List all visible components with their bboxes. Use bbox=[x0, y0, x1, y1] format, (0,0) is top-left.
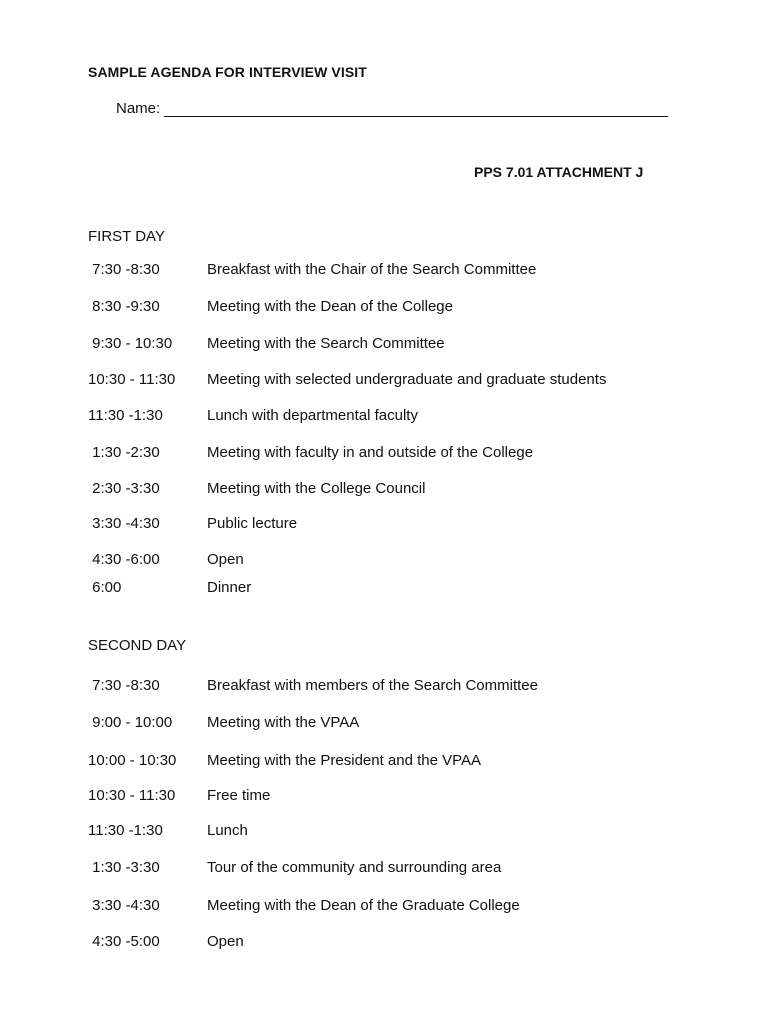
agenda-time: 6:00 bbox=[88, 579, 122, 596]
agenda-time: 8:30 -9:30 bbox=[88, 298, 160, 315]
agenda-event: Meeting with the VPAA bbox=[207, 714, 360, 731]
agenda-event: Breakfast with members of the Search Committee bbox=[207, 677, 538, 694]
agenda-time: 9:30 - 10:30 bbox=[88, 335, 173, 352]
agenda-time: 2:30 -3:30 bbox=[88, 480, 160, 497]
agenda-time: 9:00 - 10:00 bbox=[88, 714, 173, 731]
agenda-event: Breakfast with the Chair of the Search Committee bbox=[207, 261, 537, 278]
agenda-time: 1:30 -3:30 bbox=[88, 859, 160, 876]
agenda-time: 4:30 -6:00 bbox=[88, 551, 160, 568]
agenda-time: 11:30 -1:30 bbox=[88, 822, 163, 839]
agenda-event: Meeting with the Dean of the Graduate College bbox=[207, 897, 520, 914]
agenda-event: Tour of the community and surrounding area bbox=[207, 859, 502, 876]
agenda-event: Open bbox=[207, 551, 244, 568]
name-label: Name: bbox=[116, 100, 161, 117]
agenda-time: 10:30 - 11:30 bbox=[88, 787, 176, 804]
first-day-heading: FIRST DAY bbox=[88, 228, 165, 245]
agenda-event: Public lecture bbox=[207, 515, 298, 532]
agenda-event: Meeting with the Search Committee bbox=[207, 335, 445, 352]
agenda-time: 10:00 - 10:30 bbox=[88, 752, 177, 769]
agenda-event: Lunch bbox=[207, 822, 248, 839]
agenda-event: Meeting with selected undergraduate and graduate students bbox=[207, 371, 607, 388]
agenda-time: 10:30 - 11:30 bbox=[88, 371, 176, 388]
document-title: SAMPLE AGENDA FOR INTERVIEW VISIT bbox=[88, 64, 367, 80]
agenda-event: Meeting with faculty in and outside of the College bbox=[207, 444, 534, 461]
agenda-time: 4:30 -5:00 bbox=[88, 933, 160, 950]
name-blank-line bbox=[164, 100, 668, 117]
agenda-event: Free time bbox=[207, 787, 271, 804]
name-field-row bbox=[116, 100, 668, 117]
agenda-time: 1:30 -2:30 bbox=[88, 444, 160, 461]
agenda-time: 3:30 -4:30 bbox=[88, 897, 160, 914]
agenda-event: Lunch with departmental faculty bbox=[207, 407, 418, 424]
second-day-heading: SECOND DAY bbox=[88, 637, 187, 654]
agenda-event: Meeting with the Dean of the College bbox=[207, 298, 453, 315]
agenda-event: Dinner bbox=[207, 579, 252, 596]
attachment-label: PPS 7.01 ATTACHMENT J bbox=[474, 164, 644, 180]
agenda-event: Meeting with the College Council bbox=[207, 480, 426, 497]
agenda-time: 7:30 -8:30 bbox=[88, 261, 160, 278]
agenda-event: Open bbox=[207, 933, 244, 950]
agenda-event: Meeting with the President and the VPAA bbox=[207, 752, 482, 769]
agenda-time: 7:30 -8:30 bbox=[88, 677, 160, 694]
agenda-time: 11:30 -1:30 bbox=[88, 407, 163, 424]
agenda-time: 3:30 -4:30 bbox=[88, 515, 160, 532]
